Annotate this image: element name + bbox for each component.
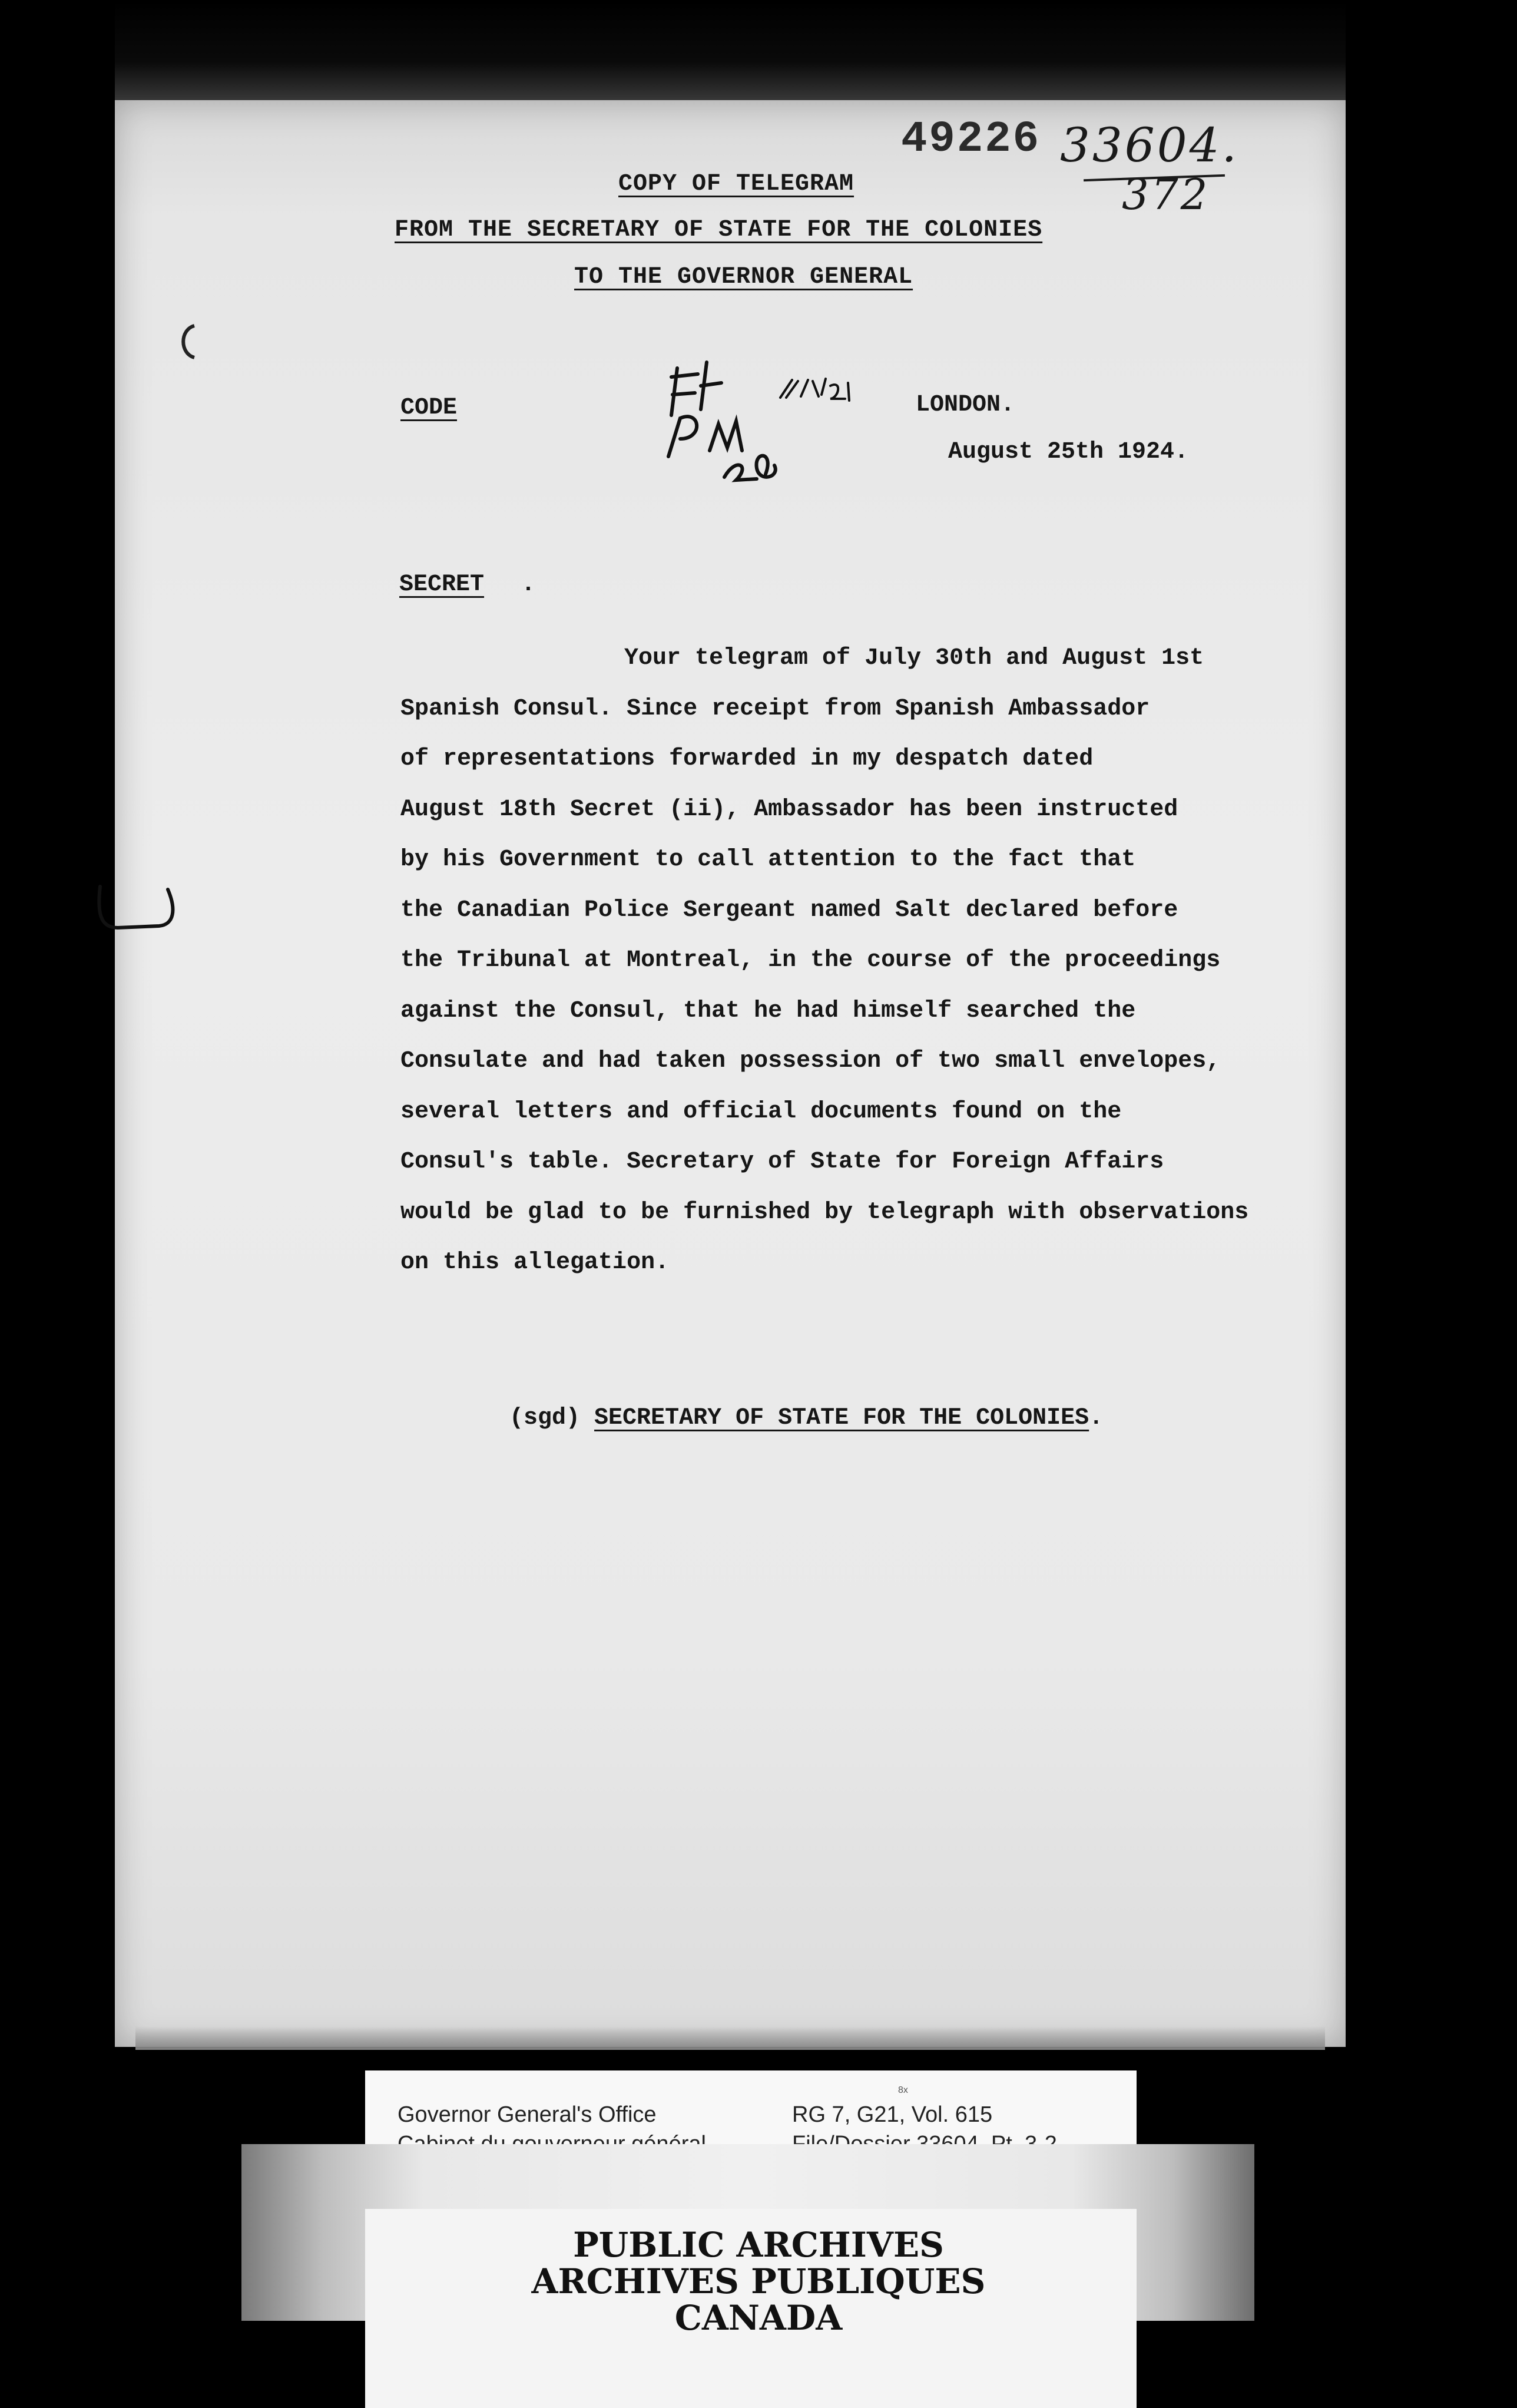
classification-period: . (521, 571, 536, 598)
signature-name: SECRETARY OF STATE FOR THE COLONIES (594, 1405, 1089, 1431)
body-line: Consulate and had taken possession of two small envelopes, (400, 1048, 1221, 1074)
body-line: several letters and official documents found on the (400, 1098, 1122, 1125)
title-to: TO THE GOVERNOR GENERAL (574, 264, 913, 290)
signature-prefix: (sgd) (509, 1405, 581, 1431)
page-bottom-edge (135, 2026, 1325, 2050)
body-line: on this allegation. (400, 1249, 670, 1276)
body-line: the Canadian Police Sergeant named Salt declared before (400, 897, 1178, 924)
body-line: Your telegram of July 30th and August 1st (624, 645, 1204, 672)
classification-secret: SECRET (399, 571, 485, 598)
body-line: against the Consul, that he had himself searched the (400, 997, 1136, 1024)
handwritten-file-number: 33604. (1060, 118, 1239, 173)
body-line: the Tribunal at Montreal, in the course of the proceedings (400, 947, 1221, 974)
archives-line-canada: CANADA (674, 2298, 843, 2338)
title-from: FROM THE SECRETARY OF STATE FOR THE COLONIES (395, 217, 1043, 243)
margin-bracket-mark (94, 878, 188, 942)
record-group: RG 7, G21, Vol. 615 (792, 2102, 993, 2127)
top-film-strip (115, 0, 1346, 103)
office-english: Governor General's Office (398, 2102, 657, 2127)
label-tiny-mark: 8x (898, 2085, 908, 2095)
body-line: by his Government to call attention to the fact that (400, 846, 1136, 873)
body-line: of representations forwarded in my despatch dated (400, 746, 1094, 772)
signature-period: . (1089, 1405, 1104, 1431)
body-line: August 18th Secret (ii), Ambassador has been instructed (400, 796, 1178, 823)
archives-stamp (0, 2227, 1517, 2336)
date: August 25th 1924. (948, 439, 1189, 465)
stamp-number: 49226 (901, 115, 1041, 164)
handwritten-initials (654, 350, 854, 486)
body-line: would be glad to be furnished by telegraph with observations (400, 1199, 1249, 1226)
title-copy-of-telegram: COPY OF TELEGRAM (618, 171, 854, 197)
telegram-body (400, 633, 1319, 1288)
archives-line-french: ARCHIVES PUBLIQUES (531, 2261, 986, 2301)
body-line: Consul's table. Secretary of State for Foreign Affairs (400, 1149, 1164, 1175)
punch-hole-mark (174, 321, 203, 362)
body-line: Spanish Consul. Since receipt from Spanish Ambassador (400, 695, 1150, 722)
code-label: CODE (400, 395, 458, 421)
location: LONDON. (916, 392, 1015, 418)
archives-line-english: PUBLIC ARCHIVES (573, 2225, 944, 2265)
handwritten-sub-number: 372 (1122, 170, 1210, 219)
signature-block (509, 1405, 1103, 1431)
